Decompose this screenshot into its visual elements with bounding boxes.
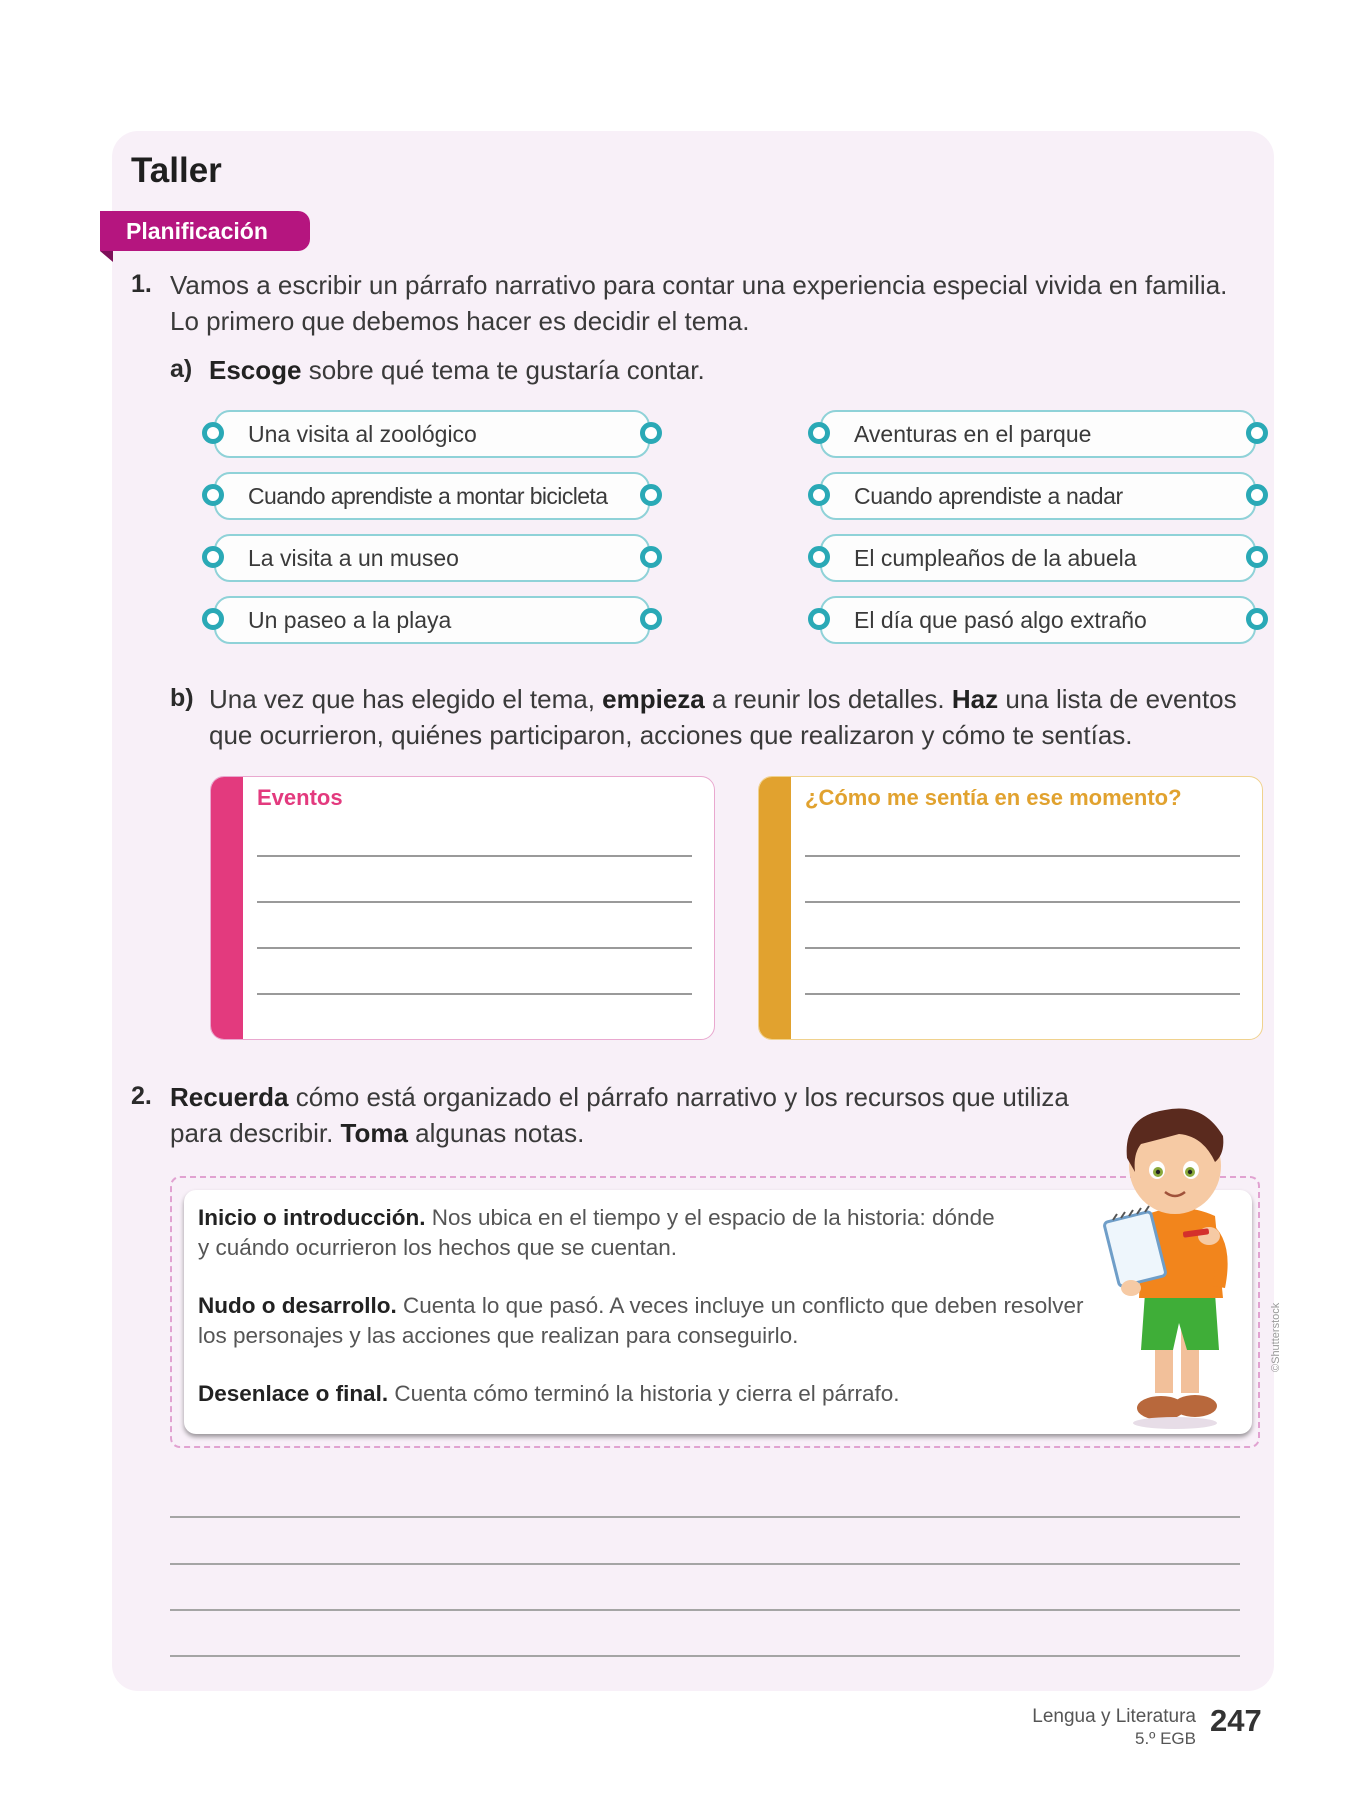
topic-option-label: Un paseo a la playa [248, 607, 452, 633]
item-b-text-2: a reunir los detalles. [704, 684, 952, 714]
nudo-text-1: Cuenta lo que pasó. A veces incluye un conflicto que deben resolver [396, 1293, 1084, 1318]
item-a-rest: sobre qué tema te gustaría contar. [301, 355, 705, 385]
item-b-line-1 [209, 681, 1237, 717]
item-a-verb: Escoge [209, 355, 302, 385]
topic-option-label: Una visita al zoológico [248, 421, 477, 447]
nudo-line-1 [198, 1291, 1083, 1321]
writing-line[interactable] [257, 993, 692, 995]
ring-icon [640, 422, 662, 444]
topic-option[interactable] [214, 596, 650, 644]
writing-line[interactable] [805, 855, 1240, 857]
topic-option[interactable] [820, 472, 1256, 520]
topic-option-label: La visita a un museo [248, 545, 459, 571]
ring-icon [1246, 484, 1268, 506]
ring-icon [1246, 608, 1268, 630]
events-title: Eventos [257, 785, 343, 810]
feelings-title: ¿Cómo me sentía en ese momento? [805, 785, 1182, 810]
question-1-line-2: Lo primero que debemos hacer es decidir el tema. [170, 306, 750, 336]
ring-icon [808, 484, 830, 506]
nudo-title: Nudo o desarrollo. [198, 1293, 397, 1318]
inicio-title: Inicio o introducción. [198, 1205, 426, 1230]
events-color-bar [211, 777, 243, 1039]
answer-line[interactable] [170, 1609, 1240, 1611]
desenlace-text: Cuenta cómo terminó la historia y cierra el párrafo. [388, 1381, 900, 1406]
item-b-verb-1: empieza [602, 684, 705, 714]
item-a-marker: a) [170, 355, 193, 383]
topic-option-label: Aventuras en el parque [854, 421, 1092, 447]
topic-option-label: Cuando aprendiste a montar bicicleta [248, 483, 608, 509]
ring-icon [202, 484, 224, 506]
topic-option[interactable] [820, 534, 1256, 582]
answer-line[interactable] [170, 1655, 1240, 1657]
ring-icon [808, 422, 830, 444]
page-title: Taller [131, 151, 222, 190]
section-label: Planificación [100, 211, 310, 251]
ring-icon [202, 546, 224, 568]
desenlace-line [198, 1379, 900, 1409]
question-2-verb-2: Toma [340, 1118, 408, 1148]
footer-grade: 5.º EGB [1134, 1729, 1196, 1748]
topic-option[interactable] [214, 534, 650, 582]
ring-icon [640, 546, 662, 568]
item-b-text-3: una lista de eventos [998, 684, 1237, 714]
desenlace-title: Desenlace o final. [198, 1381, 389, 1406]
ring-icon [202, 422, 224, 444]
answer-line[interactable] [170, 1516, 1240, 1518]
question-1-line-1: Vamos a escribir un párrafo narrativo para contar una experiencia especial vivida en familia. [170, 270, 1228, 300]
ring-icon [640, 608, 662, 630]
question-2-line-1 [170, 1079, 1069, 1115]
boy-with-notebook-illustration [1075, 1088, 1265, 1438]
question-2-text-3: algunas notas. [407, 1118, 585, 1148]
topic-option[interactable] [820, 596, 1256, 644]
inicio-text-1: Nos ubica en el tiempo y el espacio de la historia: dónde [425, 1205, 995, 1230]
writing-line[interactable] [805, 901, 1240, 903]
ring-icon [640, 484, 662, 506]
topic-option[interactable] [214, 410, 650, 458]
ring-icon [808, 608, 830, 630]
topic-option-label: Cuando aprendiste a nadar [854, 483, 1123, 509]
writing-line[interactable] [257, 901, 692, 903]
footer-subject: Lengua y Literatura [1032, 1706, 1196, 1727]
writing-line[interactable] [805, 947, 1240, 949]
inicio-line-1 [198, 1203, 995, 1233]
ring-icon [808, 546, 830, 568]
topic-option[interactable] [214, 472, 650, 520]
question-2-text-2: para describir. [170, 1118, 341, 1148]
feelings-notebox [758, 776, 1263, 1040]
question-2-number: 2. [131, 1082, 152, 1110]
writing-line[interactable] [805, 993, 1240, 995]
answer-line[interactable] [170, 1563, 1240, 1565]
topic-option-label: El día que pasó algo extraño [854, 607, 1147, 633]
question-1-number: 1. [131, 270, 152, 298]
topic-option-label: El cumpleaños de la abuela [854, 545, 1137, 571]
ring-icon [1246, 422, 1268, 444]
topic-option[interactable] [820, 410, 1256, 458]
inicio-line-2: y cuándo ocurrieron los hechos que se cuentan. [198, 1235, 678, 1260]
writing-line[interactable] [257, 855, 692, 857]
item-b-verb-2: Haz [951, 684, 999, 714]
item-b-marker: b) [170, 684, 194, 712]
nudo-line-2: los personajes y las acciones que realizan para conseguirlo. [198, 1323, 799, 1348]
image-credit: ©Shutterstock [1270, 1302, 1282, 1372]
item-b-text-1: Una vez que has elegido el tema, [209, 684, 603, 714]
ring-icon [1246, 546, 1268, 568]
question-2-line-2 [170, 1115, 584, 1151]
item-b-line-2: que ocurrieron, quiénes participaron, acciones que realizaron y cómo te sentías. [209, 720, 1133, 750]
question-2-text-1: cómo está organizado el párrafo narrativo y los recursos que utiliza [288, 1082, 1069, 1112]
item-a-instruction [209, 352, 705, 388]
events-notebox [210, 776, 715, 1040]
ring-icon [202, 608, 224, 630]
writing-line[interactable] [257, 947, 692, 949]
question-2-verb-1: Recuerda [170, 1082, 289, 1112]
page-number: 247 [1210, 1703, 1262, 1738]
feelings-color-bar [759, 777, 791, 1039]
